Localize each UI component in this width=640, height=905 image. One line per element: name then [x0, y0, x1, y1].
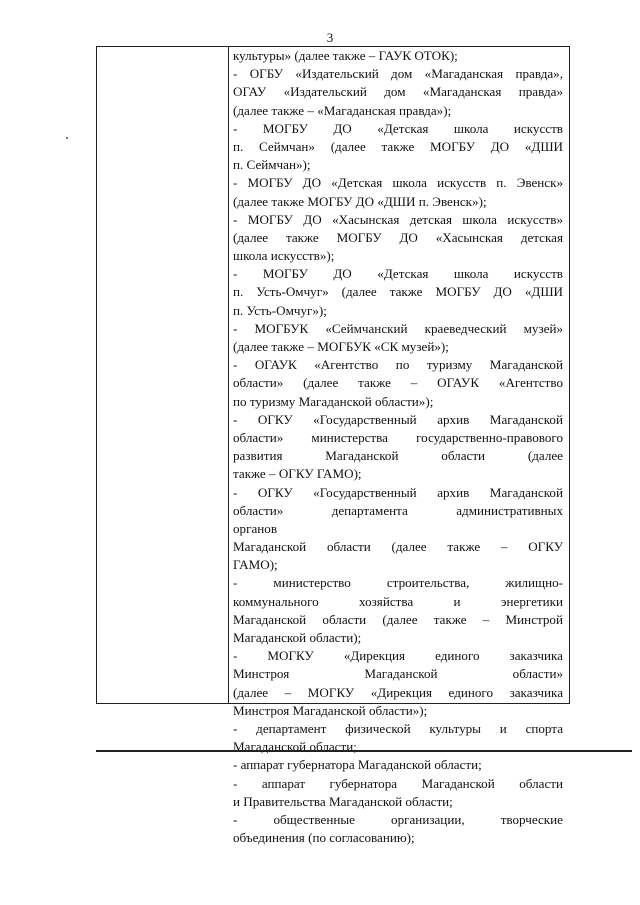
- text-line: (далее также – «Магаданская правда»);: [233, 102, 452, 118]
- document-table: [96, 46, 570, 846]
- text-line: - министерство строительства, жилищно-: [233, 575, 563, 591]
- text-line: - департамент физической культуры и спорта: [233, 720, 563, 736]
- text-line: - МОГКУ «Дирекция единого заказчика: [233, 648, 563, 664]
- text-line: коммунального хозяйства и энергетики: [233, 593, 563, 609]
- text-line: - МОГБУ ДО «Детская школа искусств п. Эвенск»: [233, 175, 563, 191]
- text-line: п. Сеймчан»);: [233, 157, 311, 173]
- text-line: - ОГКУ «Государственный архив Магаданской: [233, 411, 563, 427]
- text-line: и Правительства Магаданской области;: [233, 793, 453, 809]
- text-line: также – ОГКУ ГАМО);: [233, 466, 362, 482]
- table-text-cell: [233, 47, 563, 847]
- text-line: школа искусств»);: [233, 248, 335, 264]
- text-line: области» (далее также – ОГАУК «Агентство: [233, 375, 563, 391]
- text-line: - МОГБУ ДО «Детская школа искусств: [233, 266, 563, 282]
- text-line: Минстроя Магаданской области»);: [233, 702, 428, 718]
- text-line: ОГАУ «Издательский дом «Магаданская правда»: [233, 84, 563, 100]
- text-line: Минстроя Магаданской области»: [233, 666, 563, 682]
- text-line: - ОГКУ «Государственный архив Магаданской: [233, 484, 563, 500]
- text-line: п. Сеймчан» (далее также МОГБУ ДО «ДШИ: [233, 138, 563, 154]
- text-line: органов: [233, 520, 278, 536]
- text-line: п. Усть-Омчуг»);: [233, 302, 327, 318]
- text-line: Магаданской области (далее также – Минстрой: [233, 611, 563, 627]
- text-line: - ОГАУК «Агентство по туризму Магаданской: [233, 357, 563, 373]
- text-line: п. Усть-Омчуг» (далее также МОГБУ ДО «ДШИ: [233, 284, 563, 300]
- text-line: ГАМО);: [233, 557, 278, 573]
- text-line: (далее также МОГБУ ДО «Хасынская детская: [233, 229, 563, 245]
- text-line: - МОГБУ ДО «Хасынская детская школа искусств»: [233, 211, 563, 227]
- text-line: объединения (по согласованию);: [233, 830, 415, 846]
- text-line: - аппарат губернатора Магаданской области;: [233, 757, 482, 773]
- text-line: Магаданской области);: [233, 630, 362, 645]
- text-line: Магаданской области;: [233, 739, 357, 755]
- text-line: (далее – МОГКУ «Дирекция единого заказчика: [233, 684, 563, 700]
- footer-rule: [96, 750, 632, 752]
- text-line: развития Магаданской области (далее: [233, 448, 563, 464]
- text-line: - аппарат губернатора Магаданской области: [233, 775, 563, 791]
- column-divider: [228, 47, 229, 703]
- text-line: области» департамента административных: [233, 502, 563, 518]
- text-line: области» министерства государственно-правового: [233, 429, 563, 445]
- text-line: - МОГБУК «Сеймчанский краеведческий музей»: [233, 320, 563, 336]
- page-number: 3: [326, 30, 334, 45]
- text-line: - МОГБУ ДО «Детская школа искусств: [233, 120, 563, 136]
- text-line: по туризму Магаданской области»);: [233, 393, 434, 409]
- text-line: - общественные организации, творческие: [233, 811, 563, 827]
- text-line: (далее также – МОГБУК «СК музей»);: [233, 339, 449, 354]
- scan-speck: [66, 137, 68, 139]
- text-line: культуры» (далее также – ГАУК ОТОК);: [233, 48, 458, 63]
- text-line: - ОГБУ «Издательский дом «Магаданская правда»,: [233, 66, 563, 82]
- text-line: Магаданской области (далее также – ОГКУ: [233, 539, 563, 555]
- text-line: (далее также МОГБУ ДО «ДШИ п. Эвенск»);: [233, 193, 487, 209]
